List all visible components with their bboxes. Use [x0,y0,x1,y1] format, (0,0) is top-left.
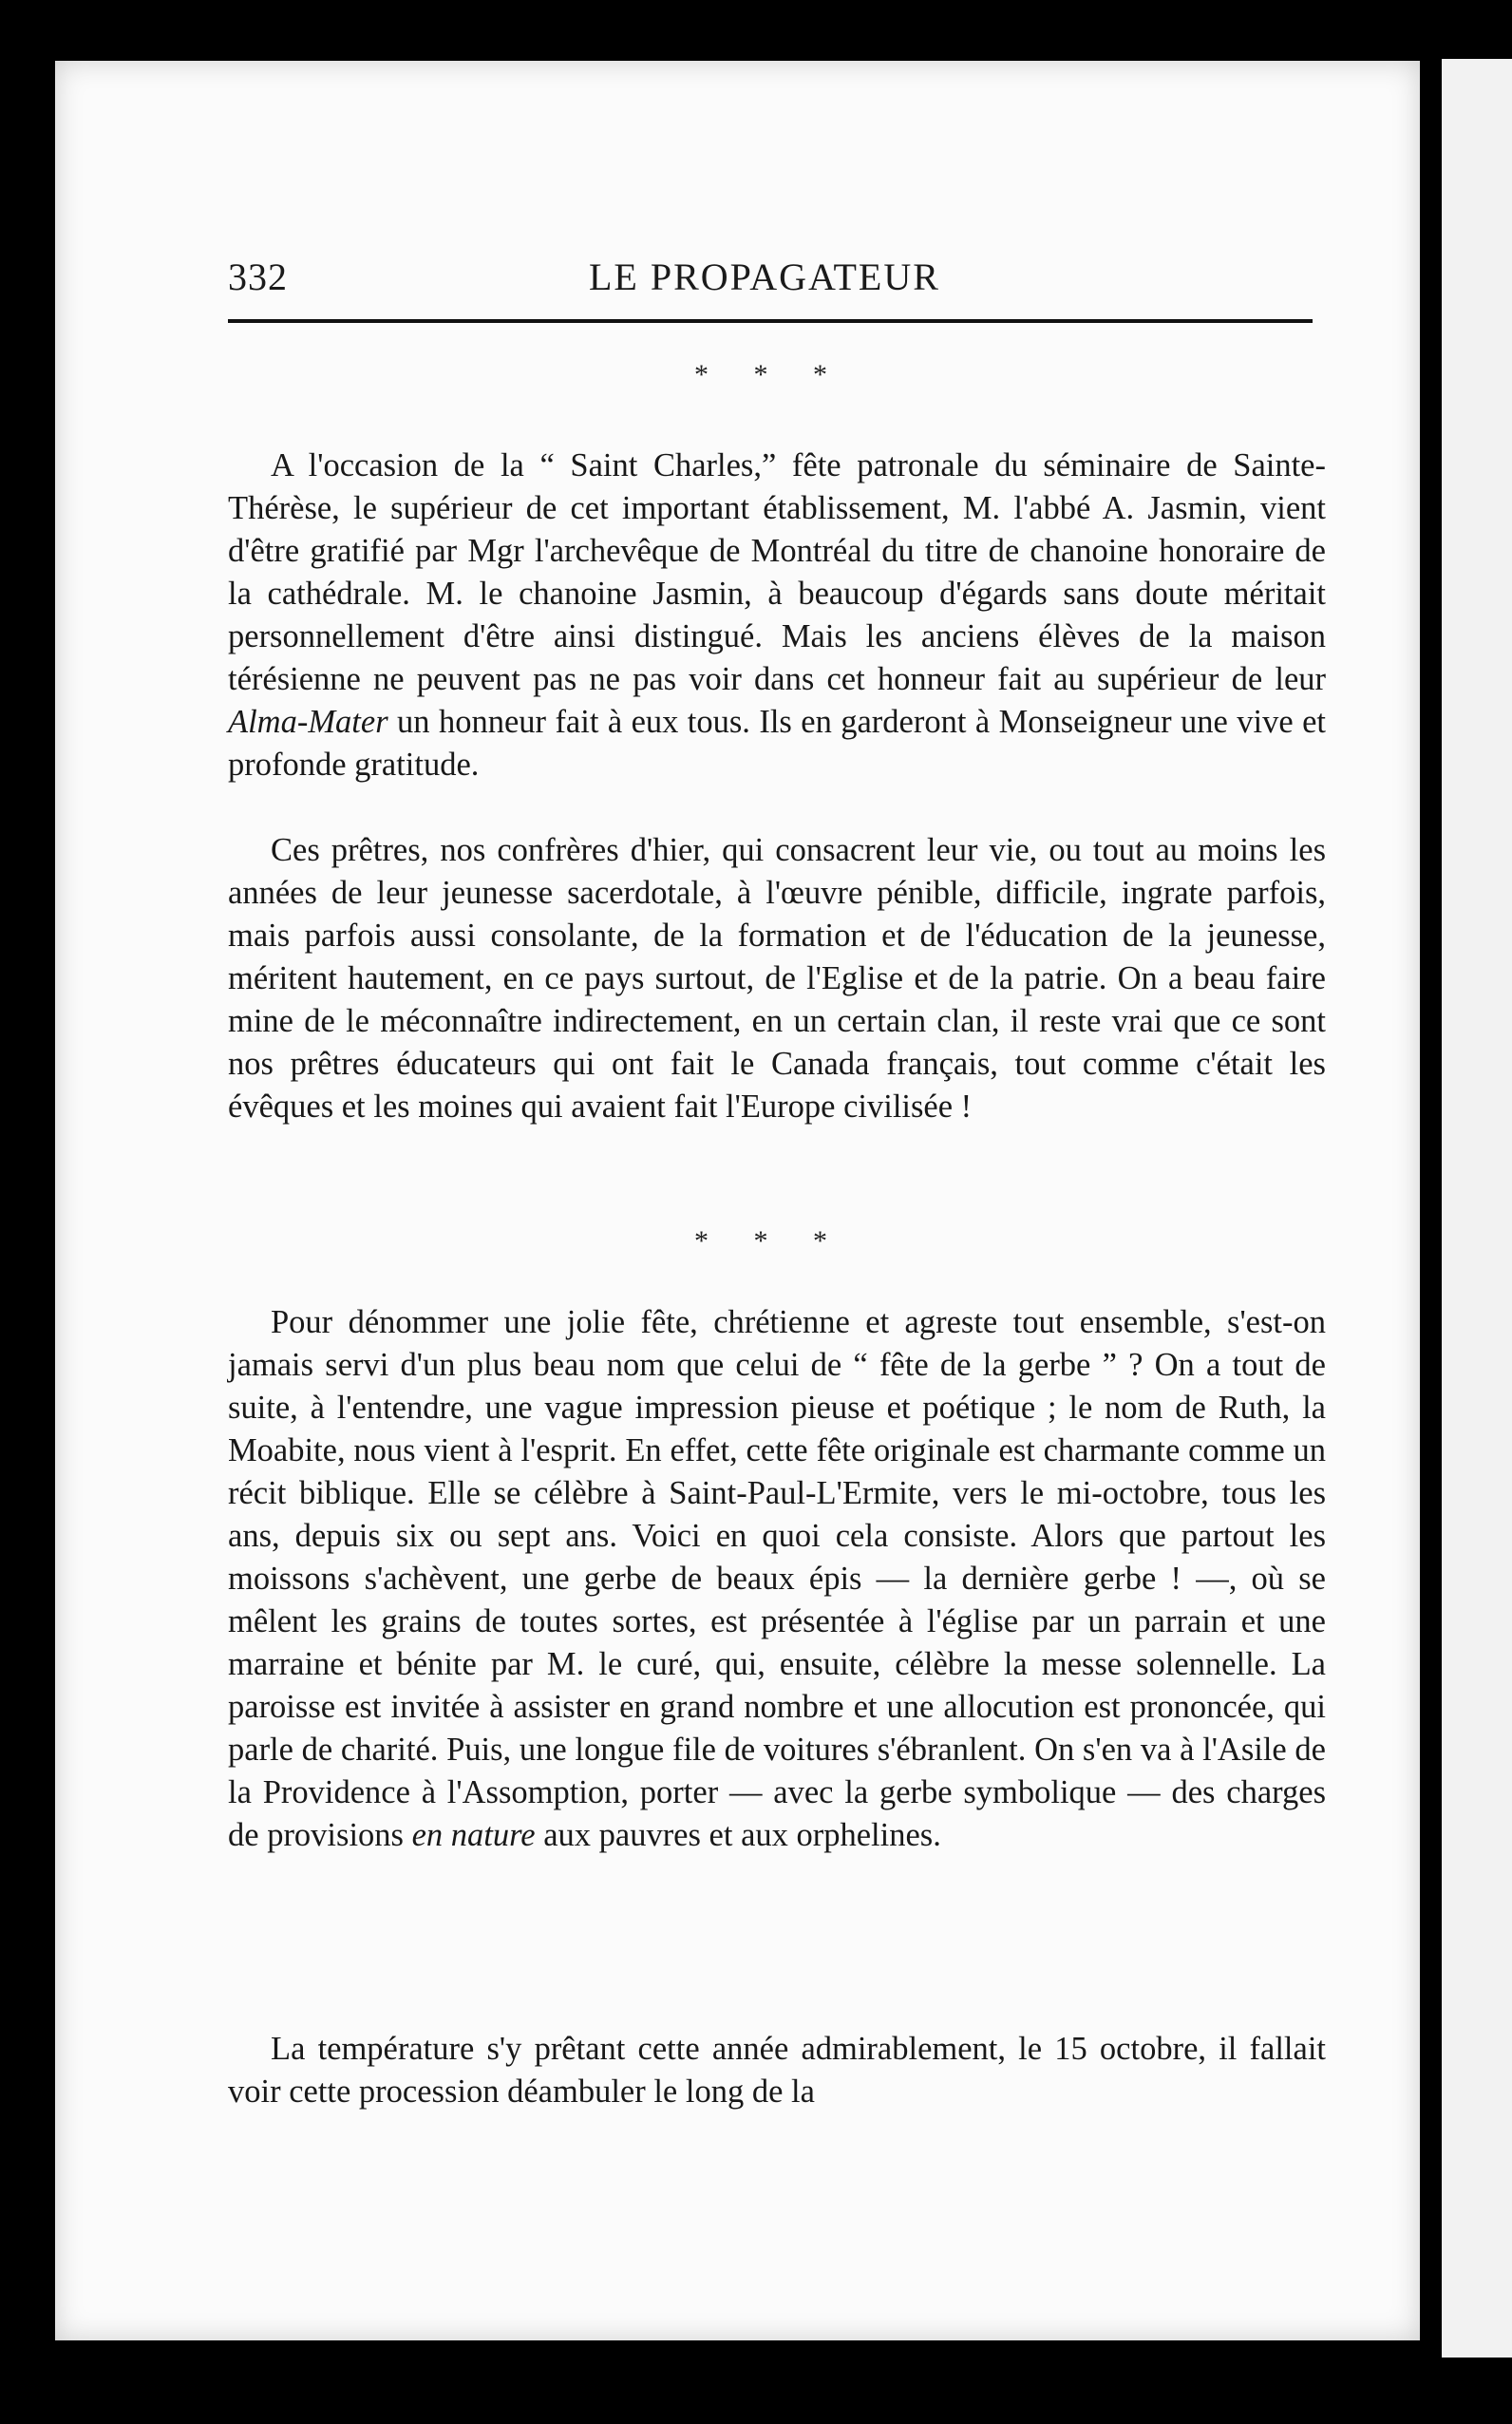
page-number: 332 [228,256,288,298]
paragraph-chanoine-jasmin [228,445,1326,786]
header-rule [228,319,1313,323]
paragraph-text: Ces prêtres, nos confrères d'hier, qui consacrent leur vie, ou tout au moins les années de leur jeunesse sacerdotale, à l'œuvre pénible, difficile, ingrate parfois, mais parfois aussi consolante, de la formation et de l'éducation de la jeunesse, méritent hautement, en ce pays surtout, de l'Eglise et de la patrie. On a beau faire mine de le méconnaître indirectement, en un certain clan, il reste vrai que ce sont nos prêtres éducateurs qui ont fait le Canada français, tout comme c'était les évêques et les moines qui avaient fait l'Europe civilisée ! [228,832,1326,1125]
paragraph-italic-text: Alma-Mater [228,704,388,740]
paragraph-text: un honneur fait à eux tous. Ils en garderont à Monseigneur une vive et profonde gratitude. [228,704,1326,783]
paragraph-text: La température s'y prêtant cette année admirablement, le 15 octobre, il fallait voir cette procession déambuler le long de la [228,2031,1326,2110]
paragraph-text: A l'occasion de la “ Saint Charles,” fête patronale du séminaire de Sainte-Thérèse, le supérieur de cet important établissement, M. l'abbé A. Jasmin, vient d'être gratifié par Mgr l'archevêque de Montréal du titre de chanoine honoraire de la cathédrale. M. le chanoine Jasmin, à beaucoup d'égards sans doute méritait personnellement d'être ainsi distingué. Mais les anciens élèves de la maison térésienne ne peuvent pas ne pas voir dans cet honneur fait au supérieur de leur [228,447,1326,697]
paragraph-text: Pour dénommer une jolie fête, chrétienne et agreste tout ensemble, s'est-on jamais servi d'un plus beau nom que celui de “ fête de la gerbe ” ? On a tout de suite, à l'entendre, une vague impression pieuse et poétique ; le nom de Ruth, la Moabite, nous vient à l'esprit. En effet, cette fête originale est charmante comme un récit biblique. Elle se célèbre à Saint-Paul-L'Ermite, vers le mi-octobre, tous les ans, depuis six ou sept ans. Voici en quoi cela consiste. Alors que partout les moissons s'achèvent, une gerbe de beaux épis — la dernière gerbe ! —, où se mêlent les grains de toutes sortes, est présentée à l'église par un parrain et une marraine et bénite par M. le curé, qui, ensuite, célèbre la messe solennelle. La paroisse est invitée à assister en grand nombre et une allocution est prononcée, qui parle de charité. Puis, une longue file de voitures s'ébranlent. On s'en va à l'Asile de la Providence à l'Assomption, porter — avec la gerbe symbolique — des charges de provisions [228,1304,1326,1853]
paragraph-italic-text: en nature [411,1817,536,1853]
paragraph-pretres-educateurs [228,829,1326,1128]
section-break-asterism: * * * [694,359,846,390]
section-break-asterism: * * * [694,1225,846,1257]
book-page [55,61,1420,2340]
running-title: LE PROPAGATEUR [589,256,940,298]
paragraph-text: aux pauvres et aux orphelines. [535,1817,941,1853]
page-header [228,245,1313,304]
paragraph-temperature [228,2028,1326,2113]
adjacent-page-edge [1442,59,1512,2358]
paragraph-fete-de-la-gerbe [228,1301,1326,1857]
